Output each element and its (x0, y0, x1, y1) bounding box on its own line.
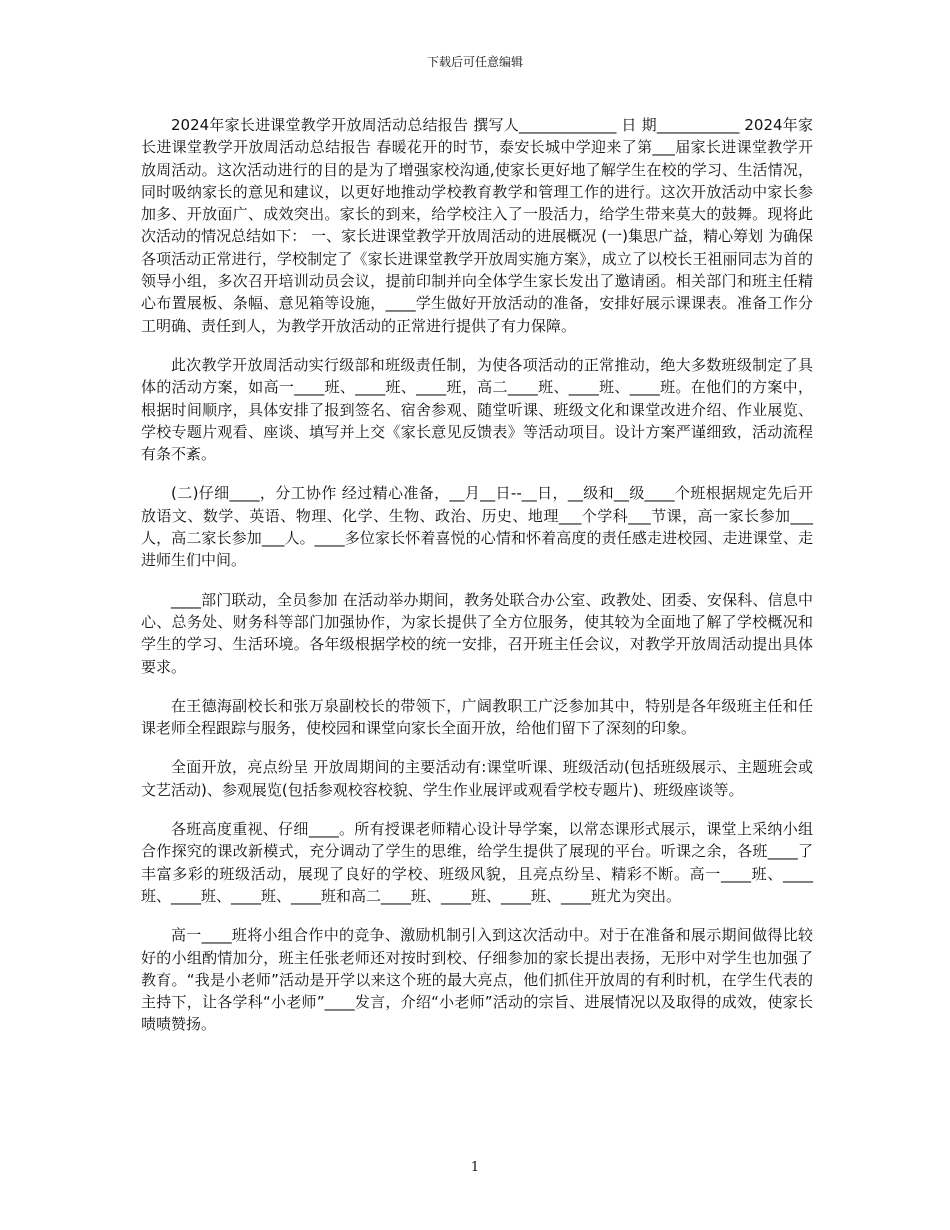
paragraph-activities: 全面开放，亮点纷呈 开放周期间的主要活动有:课堂听课、班级活动(包括班级展示、主题班会或文艺活动)、参观展览(包括参观校容校貌、学生作业展评或观看学校专题片)、班级座谈等。 (141, 758, 813, 799)
document-body (141, 114, 813, 1053)
paragraph-preparation: (二)仔细____，分工协作 经过精心准备，__月__日--__日，__级和__级____个班根据规定先后开放语文、数学、英语、物理、化学、生物、政治、历史、地理___个学科___节课，高一家长参加___人，高二家长参加___人。____多位家长怀着喜悦的心情和怀着高度的责任感走进校园、走进课堂、走进师生们中间。 (141, 484, 813, 570)
paragraph-classes: 各班高度重视、仔细____。所有授课老师精心设计导学案，以常态课形式展示，课堂上采纳小组合作探究的课改新模式，充分调动了学生的思维，给学生提供了展现的平台。听课之余，各班____了丰富多彩的班级活动，展现了良好的学校、班级风貌，且亮点纷呈、精彩不断。高一____班、____班、____班、____班、____班和高二____班、____班、____班、____班尤为突出。 (141, 820, 813, 905)
page-number: 1 (470, 1160, 480, 1175)
paragraph-little-teacher: 高一____班将小组合作中的竞争、激励机制引入到这次活动中。对于在准备和展示期间做得比较好的小组酌情加分，班主任张老师还对按时到校、仔细参加的家长提出表扬，无形中对学生也加强了教育。“我是小老师”活动是开学以来这个班的最大亮点，他们抓住开放周的有利时机，在学生代表的主持下，让各学科“小老师”____发言，介绍“小老师”活动的宗旨、进展情况以及取得的成效，使家长啧啧赞扬。 (141, 926, 813, 1034)
paragraph-departments: ____部门联动，全员参加 在活动举办期间，教务处联合办公室、政教处、团委、安保科、信息中心、总务处、财务科等部门加强协作，为家长提供了全方位服务，使其较为全面地了解了学校概况和学生的学习、生活环境。各年级根据学校的统一安排，召开班主任会议，对教学开放周活动提出具体要求。 (141, 590, 813, 676)
paragraph-intro: 2024年家长进课堂教学开放周活动总结报告 撰写人_____________ 日 期___________ 2024年家长进课堂教学开放周活动总结报告 春暖花开的时节，泰安长城中学迎来了第___届家长进课堂教学开放周活动。这次活动进行的目的是为了增强家校沟通,使家长更好地了解学生在校的学习、生活情况，同时吸纳家长的意见和建议，以更好地推动学校教育教学和管理工作的进行。这次开放活动中家长参加多、开放面广、成效突出。家长的到来，给学校注入了一股活力，给学生带来莫大的鼓舞。现将此次活动的情况总结如下： 一、家长进课堂教学开放周活动的进展概况 (一)集思广益，精心筹划 为确保各项活动正常进行，学校制定了《家长进课堂教学开放周实施方案》，成立了以校长王祖丽同志为首的领导小组，多次召开培训动员会议，提前印制并向全体学生家长发出了邀请函。相关部门和班主任精心布置展板、条幅、意见箱等设施，____学生做好开放活动的准备，安排好展示课课表。准备工作分工明确、责任到人，为教学开放活动的正常进行提供了有力保障。 (141, 116, 813, 335)
paragraph-plans: 此次教学开放周活动实行级部和班级责任制，为使各项活动的正常推动，绝大多数班级制定了具体的活动方案，如高一____班、____班、____班，高二____班、____班、____班。在他们的方案中，根据时间顺序，具体安排了报到签名、宿舍参观、随堂听课、班级文化和课堂改进介绍、作业展览、学校专题片观看、座谈、填写并上交《家长意见反馈表》等活动项目。设计方案严谨细致，活动流程有条不紊。 (141, 355, 813, 464)
page-header-note: 下载后可任意编辑 (426, 55, 523, 69)
paragraph-leadership: 在王德海副校长和张万泉副校长的带领下，广阔教职工广泛参加其中，特别是各年级班主任和任课老师全程跟踪与服务，使校园和课堂向家长全面开放，给他们留下了深刻的印象。 (141, 696, 813, 738)
